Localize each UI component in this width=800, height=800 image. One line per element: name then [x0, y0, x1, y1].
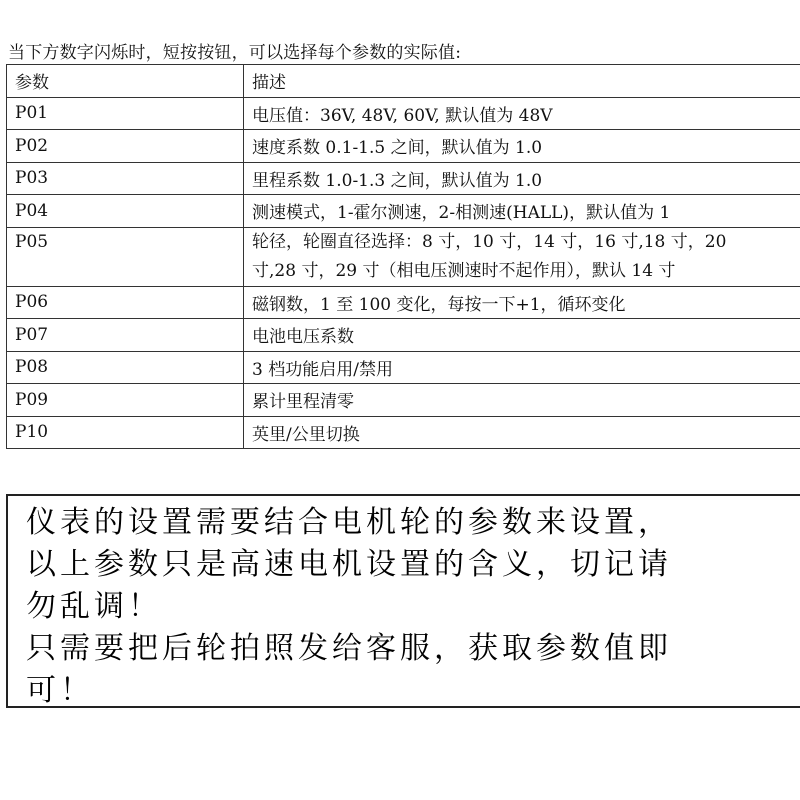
param-code: P02	[7, 130, 244, 163]
param-description: 测速模式，1-霍尔测速，2-相测速(HALL)，默认值为 1	[244, 195, 800, 228]
param-code: P09	[7, 384, 244, 417]
param-description: 电池电压系数	[244, 319, 800, 352]
param-code: P07	[7, 319, 244, 352]
param-description: 里程系数 1.0-1.3 之间，默认值为 1.0	[244, 162, 800, 195]
param-code: P06	[7, 286, 244, 319]
note-line: 只需要把后轮拍照发给客服，获取参数值即	[26, 631, 672, 666]
param-description: 英里/公里切换	[244, 416, 800, 449]
table-row	[7, 162, 800, 195]
param-description: 速度系数 0.1-1.5 之间，默认值为 1.0	[244, 130, 800, 163]
param-description	[244, 227, 800, 286]
header-description: 描述	[244, 65, 800, 98]
note-line: 勿乱调！	[26, 589, 162, 624]
note-line: 以上参数只是高速电机设置的含义，切记请	[26, 547, 672, 582]
param-description: 累计里程清零	[244, 384, 800, 417]
table-row	[7, 227, 800, 286]
table-row	[7, 384, 800, 417]
param-description-line: 寸,28 寸，29 寸（相电压测速时不起作用），默认 14 寸	[252, 260, 676, 281]
table-row	[7, 195, 800, 228]
param-code: P04	[7, 195, 244, 228]
param-code: P03	[7, 162, 244, 195]
intro-text: 当下方数字闪烁时，短按按钮，可以选择每个参数的实际值:	[8, 43, 462, 63]
note-line: 可！	[26, 673, 94, 708]
param-code: P08	[7, 351, 244, 384]
param-code: P05	[7, 227, 244, 286]
table-header-row	[7, 65, 800, 98]
table-row	[7, 286, 800, 319]
header-param: 参数	[7, 65, 244, 98]
param-code: P10	[7, 416, 244, 449]
param-description-line: 轮径，轮圈直径选择：8 寸，10 寸，14 寸，16 寸,18 寸，20	[252, 231, 727, 252]
param-description: 3 档功能启用/禁用	[244, 351, 800, 384]
param-description: 电压值：36V, 48V, 60V, 默认值为 48V	[244, 97, 800, 130]
table-row	[7, 351, 800, 384]
table-row	[7, 416, 800, 449]
table-row	[7, 319, 800, 352]
warning-note-box	[6, 494, 800, 708]
table-row	[7, 97, 800, 130]
note-line: 仪表的设置需要结合电机轮的参数来设置，	[26, 505, 672, 540]
parameter-table	[6, 64, 800, 449]
param-code: P01	[7, 97, 244, 130]
table-row	[7, 130, 800, 163]
param-description: 磁钢数，1 至 100 变化，每按一下+1，循环变化	[244, 286, 800, 319]
